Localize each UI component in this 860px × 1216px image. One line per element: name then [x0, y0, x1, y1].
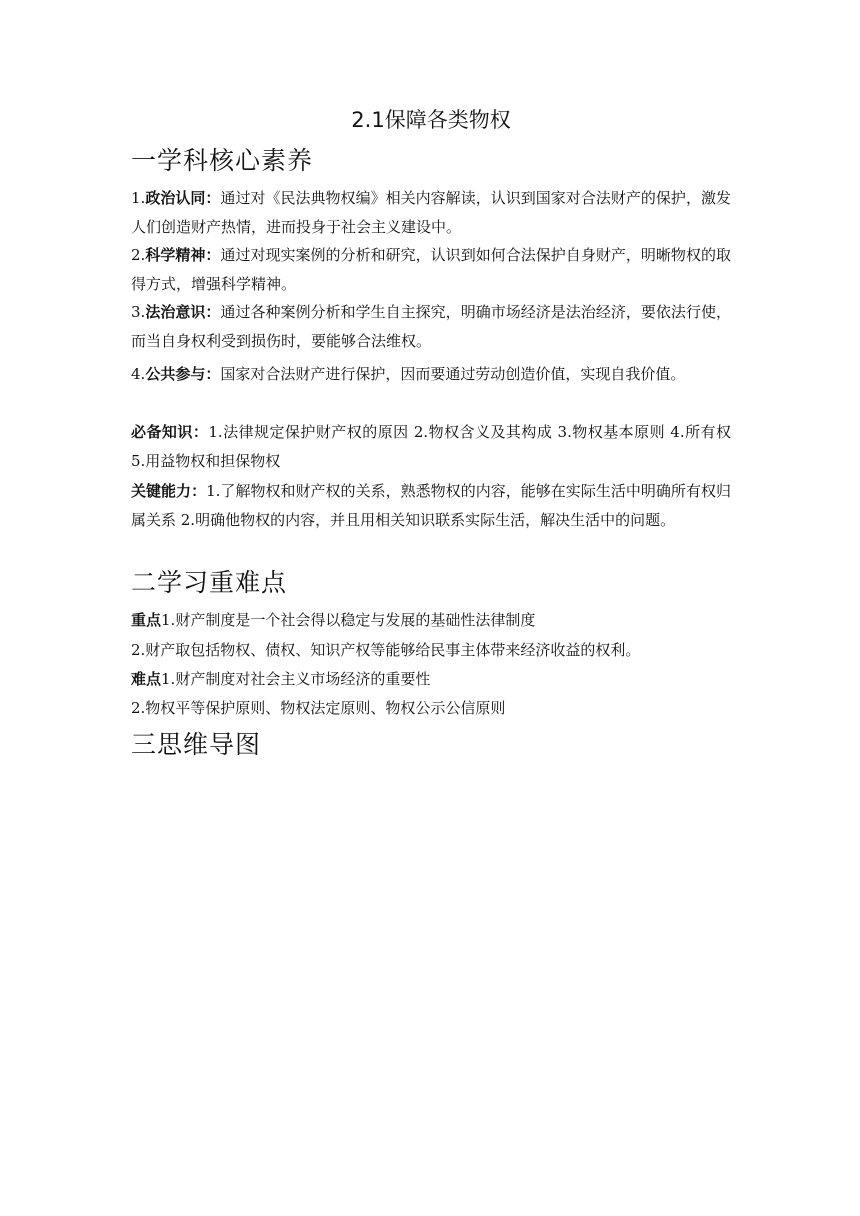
- item-text: 通过对《民法典物权编》相关内容解读，认识到国家对合法财产的保护，激发人们创造财产热情，进而投身于社会主义建设中。: [131, 189, 731, 236]
- key-point-line-1: [131, 606, 731, 635]
- required-knowledge: [131, 418, 731, 475]
- difficult-point-text: 2.物权平等保护原则、物权法定原则、物权公示公信原则: [131, 699, 506, 717]
- item-text: 通过对现实案例的分析和研究，认识到如何合法保护自身财产，明晰物权的取得方式，增强科学精神。: [131, 246, 731, 293]
- item-text: 国家对合法财产进行保护，因而要通过劳动创造价值，实现自我价值。: [220, 365, 686, 383]
- item-text: 通过各种案例分析和学生自主探究，明确市场经济是法治经济，要依法行使，而当自身权利受到损伤时，要能够合法维权。: [131, 303, 731, 350]
- difficult-point-line-2: [131, 694, 731, 723]
- section-heading-core-literacy: 一学科核心素养: [131, 146, 314, 175]
- page-title: 2.1保障各类物权: [351, 108, 511, 132]
- ability-label: 关键能力：: [131, 482, 207, 500]
- item-number: 2.: [131, 246, 146, 264]
- ability-text: 1.了解物权和财产权的关系，熟悉物权的内容，能够在实际生活中明确所有权归属关系 2.明确他物权的内容，并且用相关知识联系实际生活，解决生活中的问题。: [131, 482, 731, 529]
- difficult-point-label: 难点: [131, 670, 162, 688]
- item-label: 科学精神：: [145, 246, 221, 264]
- literacy-item-science: [131, 241, 731, 298]
- knowledge-label: 必备知识：: [131, 423, 209, 441]
- key-point-label: 重点: [131, 611, 162, 629]
- item-label: 公共参与：: [145, 365, 221, 383]
- literacy-item-participation: [131, 360, 731, 389]
- knowledge-text: 1.法律规定保护财产权的原因 2.物权含义及其构成 3.物权基本原则 4.所有权 5.用益物权和担保物权: [131, 423, 731, 470]
- key-point-text: 1.财产制度是一个社会得以稳定与发展的基础性法律制度: [161, 611, 536, 629]
- item-label: 法治意识：: [145, 303, 221, 321]
- item-number: 3.: [131, 303, 146, 321]
- literacy-item-political: [131, 184, 731, 241]
- item-number: 1.: [131, 189, 146, 207]
- literacy-item-rule-of-law: [131, 298, 731, 355]
- difficult-point-line-1: [131, 665, 731, 694]
- difficult-point-text: 1.财产制度对社会主义市场经济的重要性: [161, 670, 431, 688]
- section-heading-mind-map: 三思维导图: [131, 730, 262, 759]
- key-ability: [131, 477, 731, 534]
- item-number: 4.: [131, 365, 146, 383]
- key-point-line-2: [131, 636, 731, 665]
- section-heading-key-difficult: 二学习重难点: [131, 568, 288, 597]
- key-point-text: 2.财产取包括物权、债权、知识产权等能够给民事主体带来经济收益的权利。: [131, 641, 641, 659]
- item-label: 政治认同：: [145, 189, 221, 207]
